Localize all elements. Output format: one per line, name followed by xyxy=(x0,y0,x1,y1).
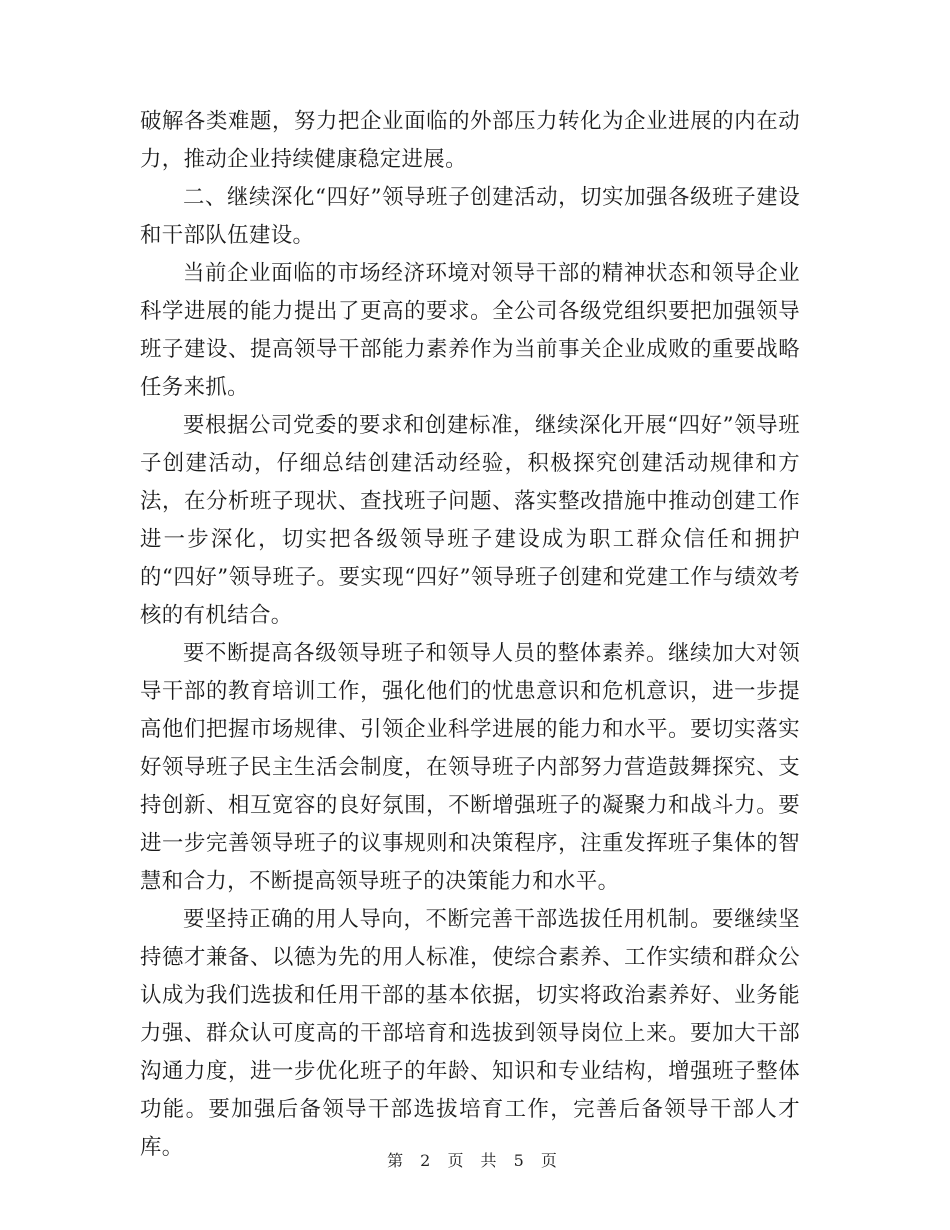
document-body xyxy=(140,103,800,1167)
section-heading-2: 二、继续深化“四好”领导班子创建活动，切实加强各级班子建设和干部队伍建设。 xyxy=(140,185,800,248)
paragraph-1: 破解各类难题，努力把企业面临的外部压力转化为企业进展的内在动力，推动企业持续健康稳定进展。 xyxy=(140,109,800,172)
page-number-footer: 第 2 页 共 5 页 xyxy=(387,1151,563,1170)
paragraph-4: 要根据公司党委的要求和创建标准，继续深化开展“四好”领导班子创建活动，仔细总结创建活动经验，积极探究创建活动规律和方法，在分析班子现状、查找班子问题、落实整改措施中推动创建工作进一步深化，切实把各级领导班子建设成为职工群众信任和拥护的“四好”领导班子。要实现“四好”领导班子创建和党建工作与绩效考核的有机结合。 xyxy=(140,413,800,628)
paragraph-6: 要坚持正确的用人导向，不断完善干部选拔任用机制。要继续坚持德才兼备、以德为先的用人标准，使综合素养、工作实绩和群众公认成为我们选拔和任用干部的基本依据，切实将政治素养好、业务能力强、群众认可度高的干部培育和选拔到领导岗位上来。要加大干部沟通力度，进一步优化班子的年龄、知识和专业结构，增强班子整体功能。要加强后备领导干部选拔培育工作，完善后备领导干部人才库。 xyxy=(140,907,800,1160)
paragraph-3: 当前企业面临的市场经济环境对领导干部的精神状态和领导企业科学进展的能力提出了更高的要求。全公司各级党组织要把加强领导班子建设、提高领导干部能力素养作为当前事关企业成败的重要战略任务来抓。 xyxy=(140,261,800,400)
paragraph-5: 要不断提高各级领导班子和领导人员的整体素养。继续加大对领导干部的教育培训工作，强化他们的忧患意识和危机意识，进一步提高他们把握市场规律、引领企业科学进展的能力和水平。要切实落实好领导班子民主生活会制度，在领导班子内部努力营造鼓舞探究、支持创新、相互宽容的良好氛围，不断增强班子的凝聚力和战斗力。要进一步完善领导班子的议事规则和决策程序，注重发挥班子集体的智慧和合力，不断提高领导班子的决策能力和水平。 xyxy=(140,641,800,894)
